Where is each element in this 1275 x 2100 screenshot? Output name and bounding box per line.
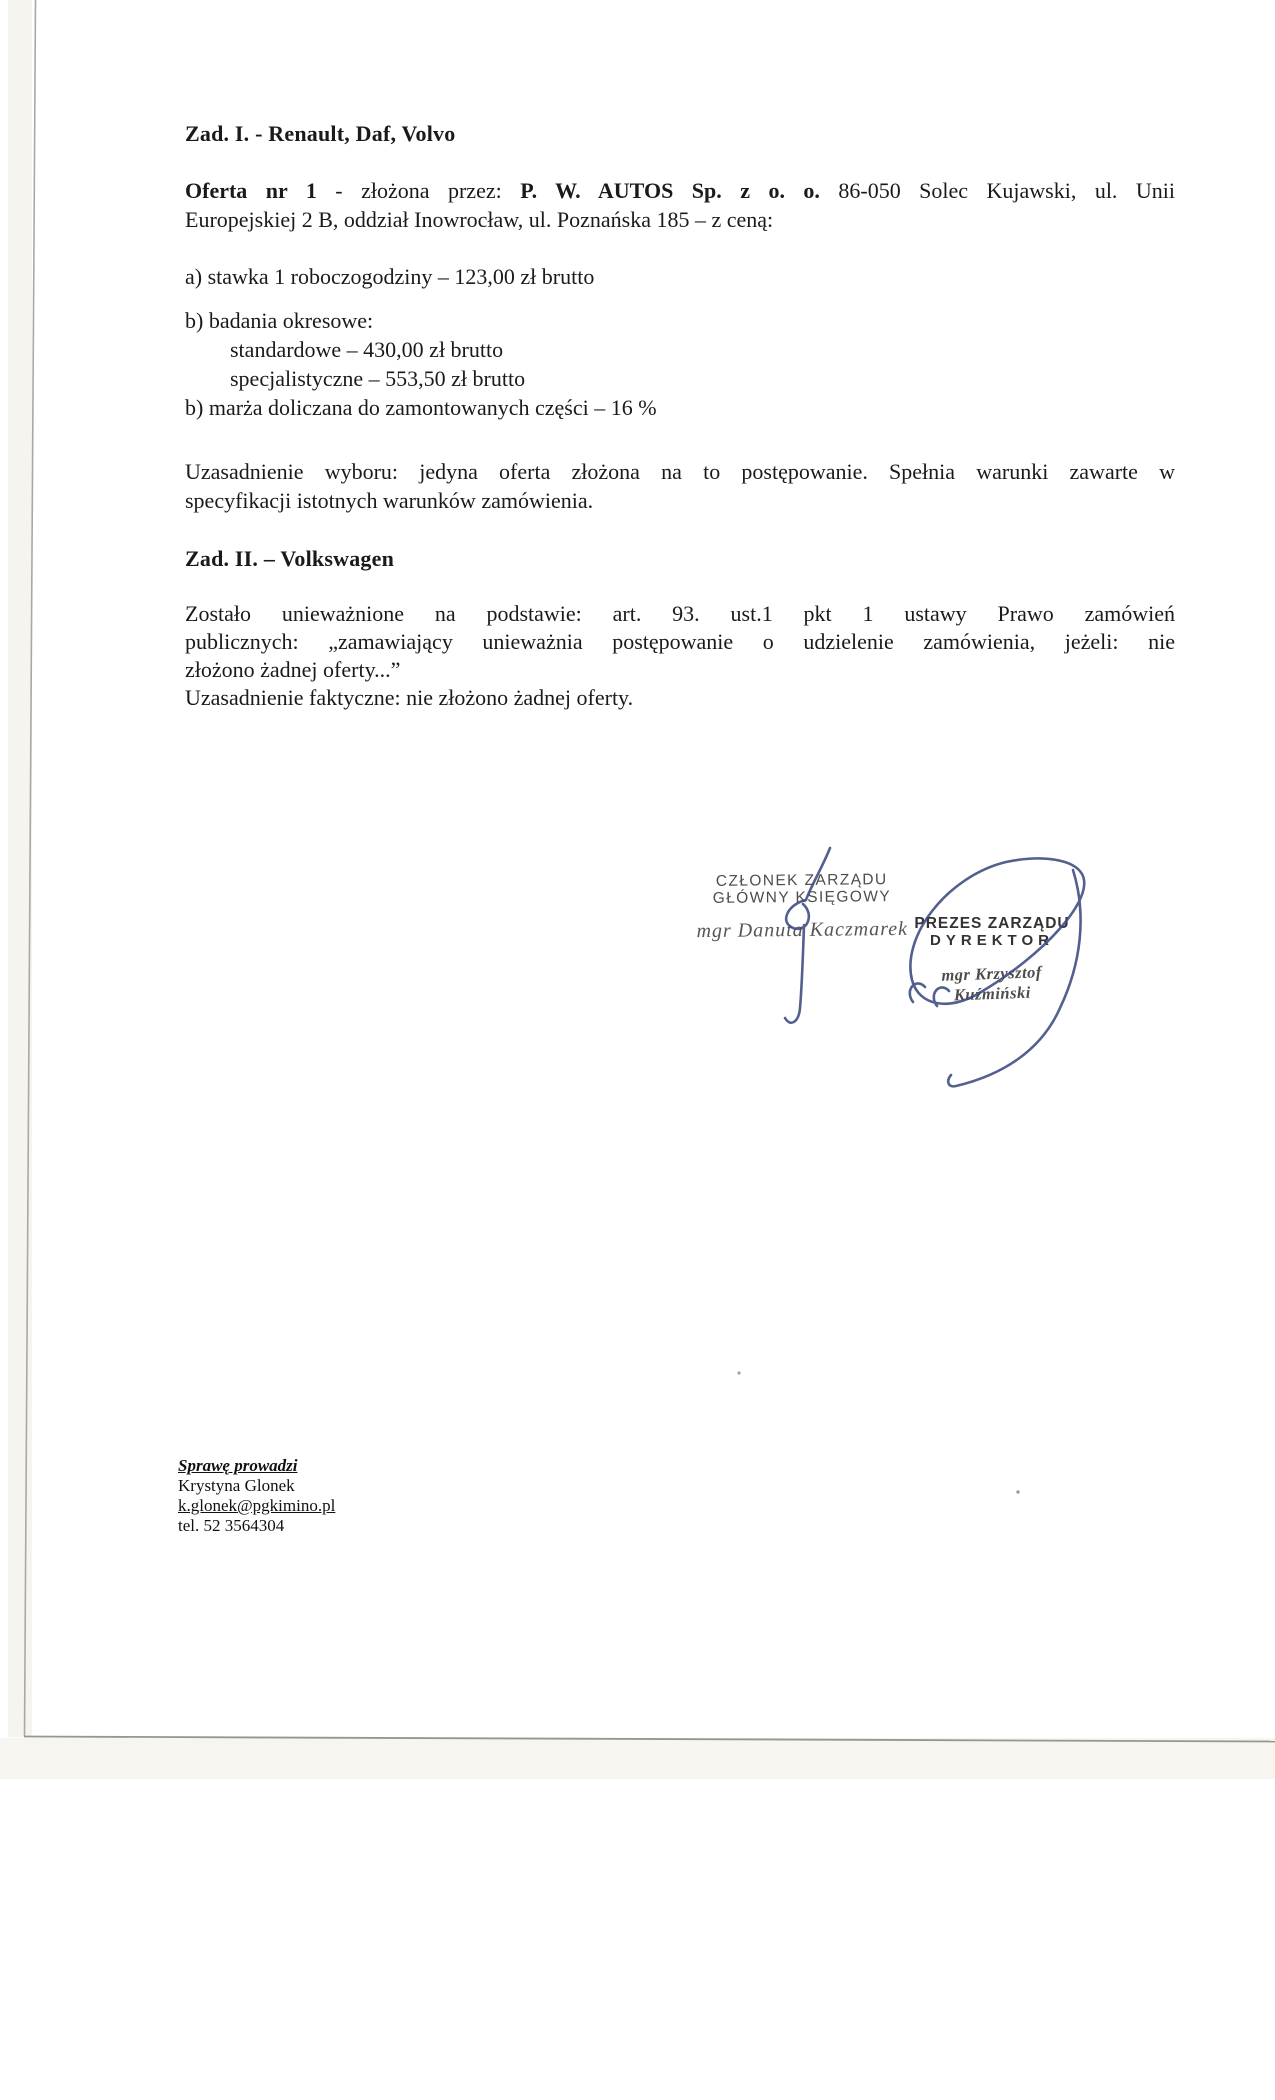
price-sub-special: specjalistyczne – 553,50 zł brutto [230,366,526,391]
stamp-president [901,915,1083,1004]
footer-contact [178,1456,335,1536]
footer-label: Sprawę prowadzi [178,1456,298,1475]
stamp-left-title1: CZŁONEK ZARZĄDU [715,871,888,890]
footer-phone: tel. 52 3564304 [178,1516,285,1535]
offer-line2: Europejskiej 2 B, oddział Inowrocław, ul. Poznańska 185 – z ceną: [185,207,774,232]
stamp-right-title1: PREZES ZARZĄDU [914,915,1070,932]
justification-line2: specyfikacji istotnych warunków zamówienia. [185,488,594,513]
cancellation-paragraph [185,600,1175,712]
cancellation-line1: Zostało unieważnione na podstawie: art. 93. ust.1 pkt 1 ustawy Prawo zamówień [185,601,1175,626]
selection-justification [185,457,1175,515]
price-sub-standard: standardowe – 430,00 zł brutto [230,337,504,362]
price-item-a: a) stawka 1 roboczogodziny – 123,00 zł brutto [185,264,595,289]
cancellation-line3: złożono żadnej oferty...” [185,657,401,682]
cancellation-line2: publicznych: „zamawiający unieważnia postępowanie o udzielenie zamówienia, jeżeli: nie [185,629,1175,654]
section1-heading: Zad. I. - Renault, Daf, Volvo [185,121,456,146]
offer-paragraph [185,176,1175,234]
footer-email-link[interactable]: k.glonek@pgkimino.pl [178,1496,336,1515]
cancellation-line4: Uzasadnienie faktyczne: nie złożono żadnej oferty. [185,685,634,710]
price-item-margin: b) marża doliczana do zamontowanych części – 16 % [185,395,657,420]
stamp-board-member [695,871,910,943]
stamp-left-title2: GŁÓWNY KSIĘGOWY [712,888,892,907]
price-item-b: b) badania okresowe: [185,308,374,333]
section2-heading: Zad. II. – Volkswagen [185,546,394,571]
stamp-right-name: mgr Krzysztof Kuźmiński [941,962,1043,1005]
stamp-left-name: mgr Danuta Kaczmarek [696,917,909,943]
scan-left-margin [8,0,32,1737]
scan-bottom-margin [0,1738,1275,1779]
stamp-right-title2: DYREKTOR [930,932,1054,949]
justification-line1: Uzasadnienie wyboru: jedyna oferta złożona na to postępowanie. Spełnia warunki zawarte w [185,459,1175,484]
offer-number: Oferta nr 1 [185,178,317,203]
offer-company: P. W. AUTOS Sp. z o. o. [520,178,820,203]
offer-line1: Oferta nr 1 - złożona przez: P. W. AUTOS Sp. z o. o. 86-050 Solec Kujawski, ul. Unii [185,178,1176,203]
footer-contact-name: Krystyna Glonek [178,1476,295,1495]
